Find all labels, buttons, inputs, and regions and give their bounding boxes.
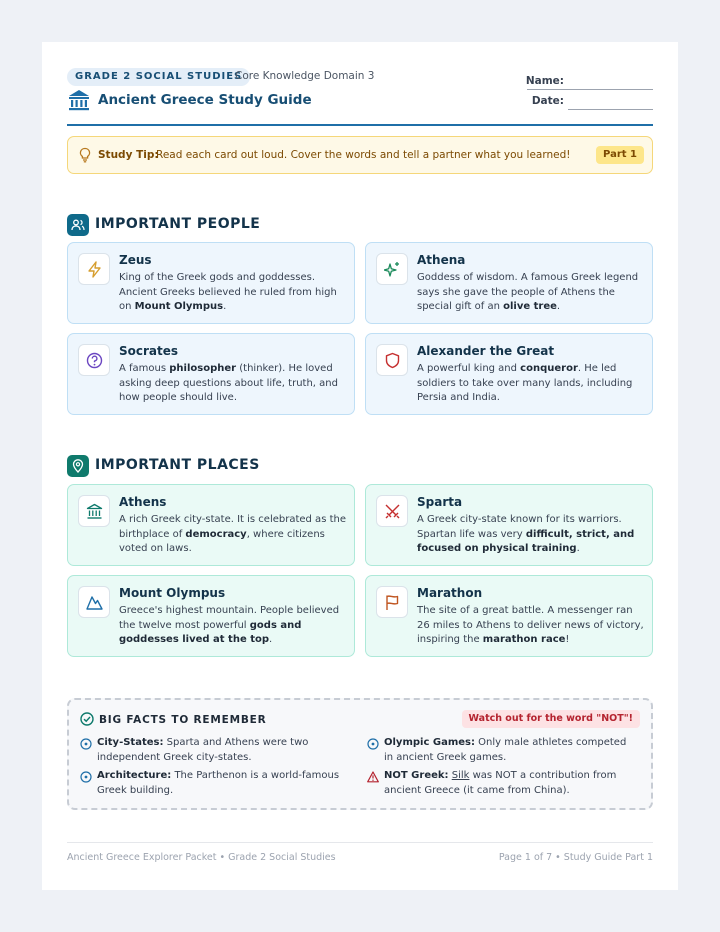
person-card-socrates <box>67 333 355 415</box>
swords-icon <box>376 495 408 527</box>
worksheet-page <box>42 42 678 890</box>
fact-item: City-States: Sparta and Athens were two independent Greek city-states. <box>80 736 348 765</box>
card-description: Goddess of wisdom. A famous Greek legend says she gave the people of Athens the special gift of an olive tree. <box>417 272 639 312</box>
card-title: Athens <box>119 495 167 509</box>
check-circle-icon <box>80 712 94 726</box>
question-icon <box>78 344 110 376</box>
card-description: King of the Greek gods and goddesses. Ancient Greeks believed he ruled from high on Mount Olympus. <box>119 272 337 312</box>
bullet-circle-icon <box>80 738 92 750</box>
person-card-athena <box>365 242 653 324</box>
big-facts-box <box>67 698 653 810</box>
places-heading: IMPORTANT PLACES <box>95 457 260 473</box>
page-title: Ancient Greece Study Guide <box>98 92 312 108</box>
page-footer <box>67 842 653 862</box>
card-description: A famous philosopher (thinker). He loved asking deep questions about life, truth, and how people should live. <box>119 363 338 403</box>
card-title: Athena <box>417 253 466 267</box>
footer-left-text: Ancient Greece Explorer Packet • Grade 2 Social Studies <box>67 852 336 863</box>
place-card-mount-olympus <box>67 575 355 657</box>
flag-icon <box>376 586 408 618</box>
person-card-alexander <box>365 333 653 415</box>
page-header <box>67 66 653 126</box>
bullet-circle-icon <box>367 738 379 750</box>
people-icon <box>67 214 89 236</box>
temple-icon <box>67 88 91 112</box>
tip-text: Read each card out loud. Cover the words and tell a partner what you learned! <box>156 149 571 161</box>
temple-icon <box>78 495 110 527</box>
name-date-fields <box>453 74 653 114</box>
facts-title: BIG FACTS TO REMEMBER <box>99 714 267 726</box>
location-pin-icon <box>67 455 89 477</box>
card-title: Mount Olympus <box>119 586 226 600</box>
places-section-heading <box>67 455 653 477</box>
page-number: Page 1 of 7 • Study Guide Part 1 <box>498 852 653 863</box>
study-tip-banner <box>67 136 653 174</box>
fact-item-warning: NOT Greek: Silk was NOT a contribution from ancient Greece (it came from China). <box>367 769 635 798</box>
tip-label: Study Tip: <box>98 149 159 161</box>
card-title: Socrates <box>119 344 179 358</box>
card-title: Alexander the Great <box>417 344 555 358</box>
fact-item: Olympic Games: Only male athletes competed in ancient Greek games. <box>367 736 635 765</box>
lightning-icon <box>78 253 110 285</box>
part-badge: Part 1 <box>596 146 644 164</box>
warning-badge: Watch out for the word "NOT"! <box>462 710 640 728</box>
card-description: A Greek city-state known for its warriors. Spartan life was very difficult, strict, and focused on physical training. <box>417 514 635 554</box>
fact-item: Architecture: The Parthenon is a world-famous Greek building. <box>80 769 348 798</box>
sparkle-icon <box>376 253 408 285</box>
card-description: A rich Greek city-state. It is celebrated as the birthplace of democracy, where citizens voted on laws. <box>119 514 346 554</box>
shield-icon <box>376 344 408 376</box>
lightbulb-icon <box>78 147 92 163</box>
date-line[interactable] <box>568 109 653 110</box>
mountain-icon <box>78 586 110 618</box>
place-card-athens <box>67 484 355 566</box>
name-line[interactable] <box>527 89 653 90</box>
place-card-marathon <box>365 575 653 657</box>
date-label: Date: <box>531 95 564 107</box>
card-description: Greece's highest mountain. People believed the twelve most powerful gods and goddesses lived at the top. <box>119 605 340 645</box>
name-field[interactable] <box>453 74 653 92</box>
bullet-circle-icon <box>80 771 92 783</box>
card-description: A powerful king and conqueror. He led soldiers to take over many lands, including Persia and India. <box>417 363 633 403</box>
place-card-sparta <box>365 484 653 566</box>
people-section-heading <box>67 214 653 236</box>
domain-label: Core Knowledge Domain 3 <box>235 70 375 82</box>
person-card-zeus <box>67 242 355 324</box>
name-label: Name: <box>525 75 564 87</box>
card-title: Sparta <box>417 495 463 509</box>
card-description: The site of a great battle. A messenger ran 26 miles to Athens to deliver news of victory, inspiring the marathon race! <box>417 605 644 645</box>
grade-badge: GRADE 2 SOCIAL STUDIES <box>67 68 250 86</box>
card-title: Zeus <box>119 253 152 267</box>
people-heading: IMPORTANT PEOPLE <box>95 216 261 232</box>
date-field[interactable] <box>453 94 653 112</box>
card-title: Marathon <box>417 586 483 600</box>
warning-triangle-icon <box>367 771 379 783</box>
